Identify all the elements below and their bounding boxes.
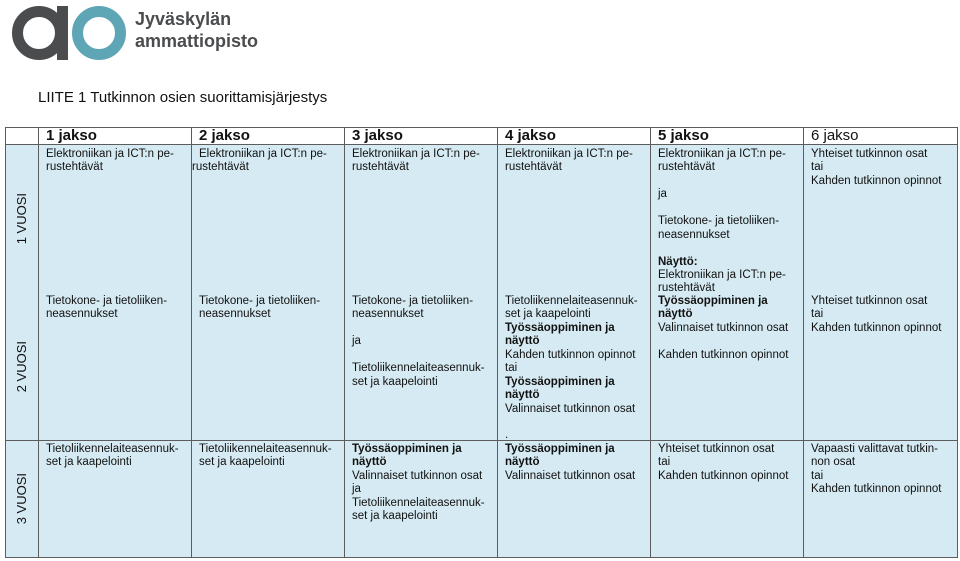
logo-letter-o xyxy=(78,12,121,55)
column-header: 1 jakso xyxy=(38,128,191,145)
cell-text-line: neasennukset xyxy=(352,308,424,321)
table-cell xyxy=(497,440,650,557)
cell-text-line: set ja kaapelointi xyxy=(199,456,285,469)
cell-text-line: tai xyxy=(658,456,671,469)
logo xyxy=(0,0,270,66)
cell-text-line: Tietoliikennelaiteasennuk- xyxy=(352,496,485,509)
blank-line xyxy=(505,416,650,429)
page-title: LIITE 1 Tutkinnon osien suorittamisjärjestys xyxy=(38,89,328,106)
cell-text-line: Yhteiset tutkinnon osat xyxy=(658,443,775,455)
table-cell xyxy=(803,145,957,293)
cell-text-line: rustehtävät xyxy=(192,161,249,174)
column-header: 4 jakso xyxy=(497,128,650,145)
cell-text-line: Työssäoppiminen ja xyxy=(505,375,615,388)
cell-text-line: tai xyxy=(811,161,824,174)
cell-text-line: neasennukset xyxy=(46,308,118,321)
cell-text-line: Kahden tutkinnon opinnot xyxy=(505,348,636,361)
table-cell xyxy=(650,145,803,293)
cell-text-line: Vapaasti valittavat tutkin- xyxy=(811,443,938,455)
table-cell xyxy=(344,145,497,293)
cell-text-line: Yhteiset tutkinnon osat xyxy=(811,148,928,160)
cell-text-line: Tietoliikennelaiteasennuk- xyxy=(352,362,485,375)
logo-letter-a-bowl xyxy=(18,12,61,55)
cell-text-line: Valinnaiset tutkinnon osat xyxy=(505,469,636,482)
table-cell xyxy=(38,440,191,557)
table-cell xyxy=(38,293,191,440)
table-cell xyxy=(803,293,957,440)
cell-text-line: tai xyxy=(811,469,824,482)
cell-text-line: Elektroniikan ja ICT:n pe- xyxy=(199,148,327,160)
cell-text-line: Kahden tutkinnon opinnot xyxy=(811,174,942,187)
cell-text-line: Kahden tutkinnon opinnot xyxy=(811,321,942,334)
table-cell xyxy=(191,145,344,293)
cell-text-line: Tietokone- ja tietoliiken- xyxy=(352,295,474,307)
logo-name-line1: Jyväskylän xyxy=(135,9,232,29)
blank-line xyxy=(658,175,803,188)
cell-text-line: Kahden tutkinnon opinnot xyxy=(658,348,789,361)
logo-wordmark xyxy=(135,8,258,52)
table-cell xyxy=(803,440,957,557)
cell-text-line: Valinnaiset tutkinnon osat xyxy=(658,321,789,334)
cell-text-line: set ja kaapelointi xyxy=(46,456,132,469)
cell-text-line: Tietoliikennelaiteasennuk- xyxy=(199,443,332,455)
table-cell xyxy=(344,293,497,440)
row-label-cell xyxy=(6,145,38,293)
cell-text-line: Valinnaiset tutkinnon osat xyxy=(352,469,483,482)
blank-line xyxy=(352,322,497,335)
cell-text-line: Tietoliikennelaiteasennuk- xyxy=(46,443,179,455)
logo-name-line2: ammattiopisto xyxy=(135,31,259,51)
cell-text-line: Tietokone- ja tietoliiken- xyxy=(46,295,168,307)
header-corner-cell xyxy=(6,128,38,145)
cell-text-line: set ja kaapelointi xyxy=(505,308,591,321)
cell-text-line: Kahden tutkinnon opinnot xyxy=(811,483,942,496)
row-label: 3 VUOSI xyxy=(14,473,29,525)
logo-letter-a-stem xyxy=(57,6,68,60)
column-header: 5 jakso xyxy=(650,128,803,145)
cell-text-line: ja xyxy=(658,188,667,201)
cell-text-line: ja xyxy=(352,483,361,496)
cell-text-line: Elektroniikan ja ICT:n pe- xyxy=(505,148,633,160)
cell-text-line: Yhteiset tutkinnon osat xyxy=(811,295,928,307)
column-header: 3 jakso xyxy=(344,128,497,145)
table-cell xyxy=(497,145,650,293)
cell-text-line: neasennukset xyxy=(199,308,271,321)
table-cell xyxy=(344,440,497,557)
cell-text-line: näyttö xyxy=(352,456,387,469)
table-cell xyxy=(650,293,803,440)
cell-text-line: . xyxy=(505,429,509,442)
column-header: 6 jakso xyxy=(803,128,957,145)
cell-text-line: Elektroniikan ja ICT:n pe- xyxy=(658,268,786,281)
blank-line xyxy=(658,202,803,215)
blank-line xyxy=(352,349,497,362)
cell-text-line: Työssäoppiminen ja xyxy=(352,443,462,455)
table-cell xyxy=(191,293,344,440)
blank-line xyxy=(658,335,803,348)
row-label: 2 VUOSI xyxy=(14,340,29,393)
cell-text-line: ja xyxy=(352,335,361,348)
table-cell xyxy=(191,440,344,557)
cell-text-line: tai xyxy=(505,362,518,375)
cell-text-line: non osat xyxy=(811,456,856,469)
table-cell xyxy=(38,145,191,293)
cell-text-line: näyttö xyxy=(505,456,540,469)
row-label-cell xyxy=(6,293,38,440)
cell-text-line: näyttö xyxy=(505,389,540,402)
cell-text-line: Kahden tutkinnon opinnot xyxy=(658,469,789,482)
column-header: 2 jakso xyxy=(191,128,344,145)
cell-text-line: Elektroniikan ja ICT:n pe- xyxy=(46,148,174,160)
cell-text-line: Tietokone- ja tietoliiken- xyxy=(658,215,780,228)
row-label-cell xyxy=(6,440,38,557)
cell-text-line: Valinnaiset tutkinnon osat xyxy=(505,402,636,415)
sequence-table xyxy=(5,127,958,558)
cell-text-line: Näyttö: xyxy=(658,255,698,268)
cell-text-line: rustehtävät xyxy=(46,161,103,174)
cell-text-line: set ja kaapelointi xyxy=(352,375,438,388)
cell-text-line: tai xyxy=(811,308,824,321)
cell-text-line: Työssäoppiminen ja xyxy=(658,295,768,307)
cell-text-line: rustehtävät xyxy=(658,282,715,295)
table-cell xyxy=(650,440,803,557)
cell-text-line: Tietokone- ja tietoliiken- xyxy=(199,295,321,307)
cell-text-line: Elektroniikan ja ICT:n pe- xyxy=(352,148,480,160)
cell-text-line: set ja kaapelointi xyxy=(352,510,438,523)
blank-line xyxy=(658,242,803,255)
cell-text-line: näyttö xyxy=(658,308,693,321)
cell-text-line: Elektroniikan ja ICT:n pe- xyxy=(658,148,786,160)
cell-text-line: rustehtävät xyxy=(352,161,409,174)
cell-text-line: Työssäoppiminen ja xyxy=(505,443,615,455)
cell-text-line: Tietoliikennelaiteasennuk- xyxy=(505,295,638,307)
cell-text-line: rustehtävät xyxy=(505,161,562,174)
cell-text-line: neasennukset xyxy=(658,228,730,241)
cell-text-line: Työssäoppiminen ja xyxy=(505,321,615,334)
cell-text-line: rustehtävät xyxy=(658,161,715,174)
cell-text-line: näyttö xyxy=(505,335,540,348)
ao-logo-mark xyxy=(0,0,130,66)
row-label: 1 VUOSI xyxy=(14,193,29,245)
table-cell xyxy=(497,293,650,440)
